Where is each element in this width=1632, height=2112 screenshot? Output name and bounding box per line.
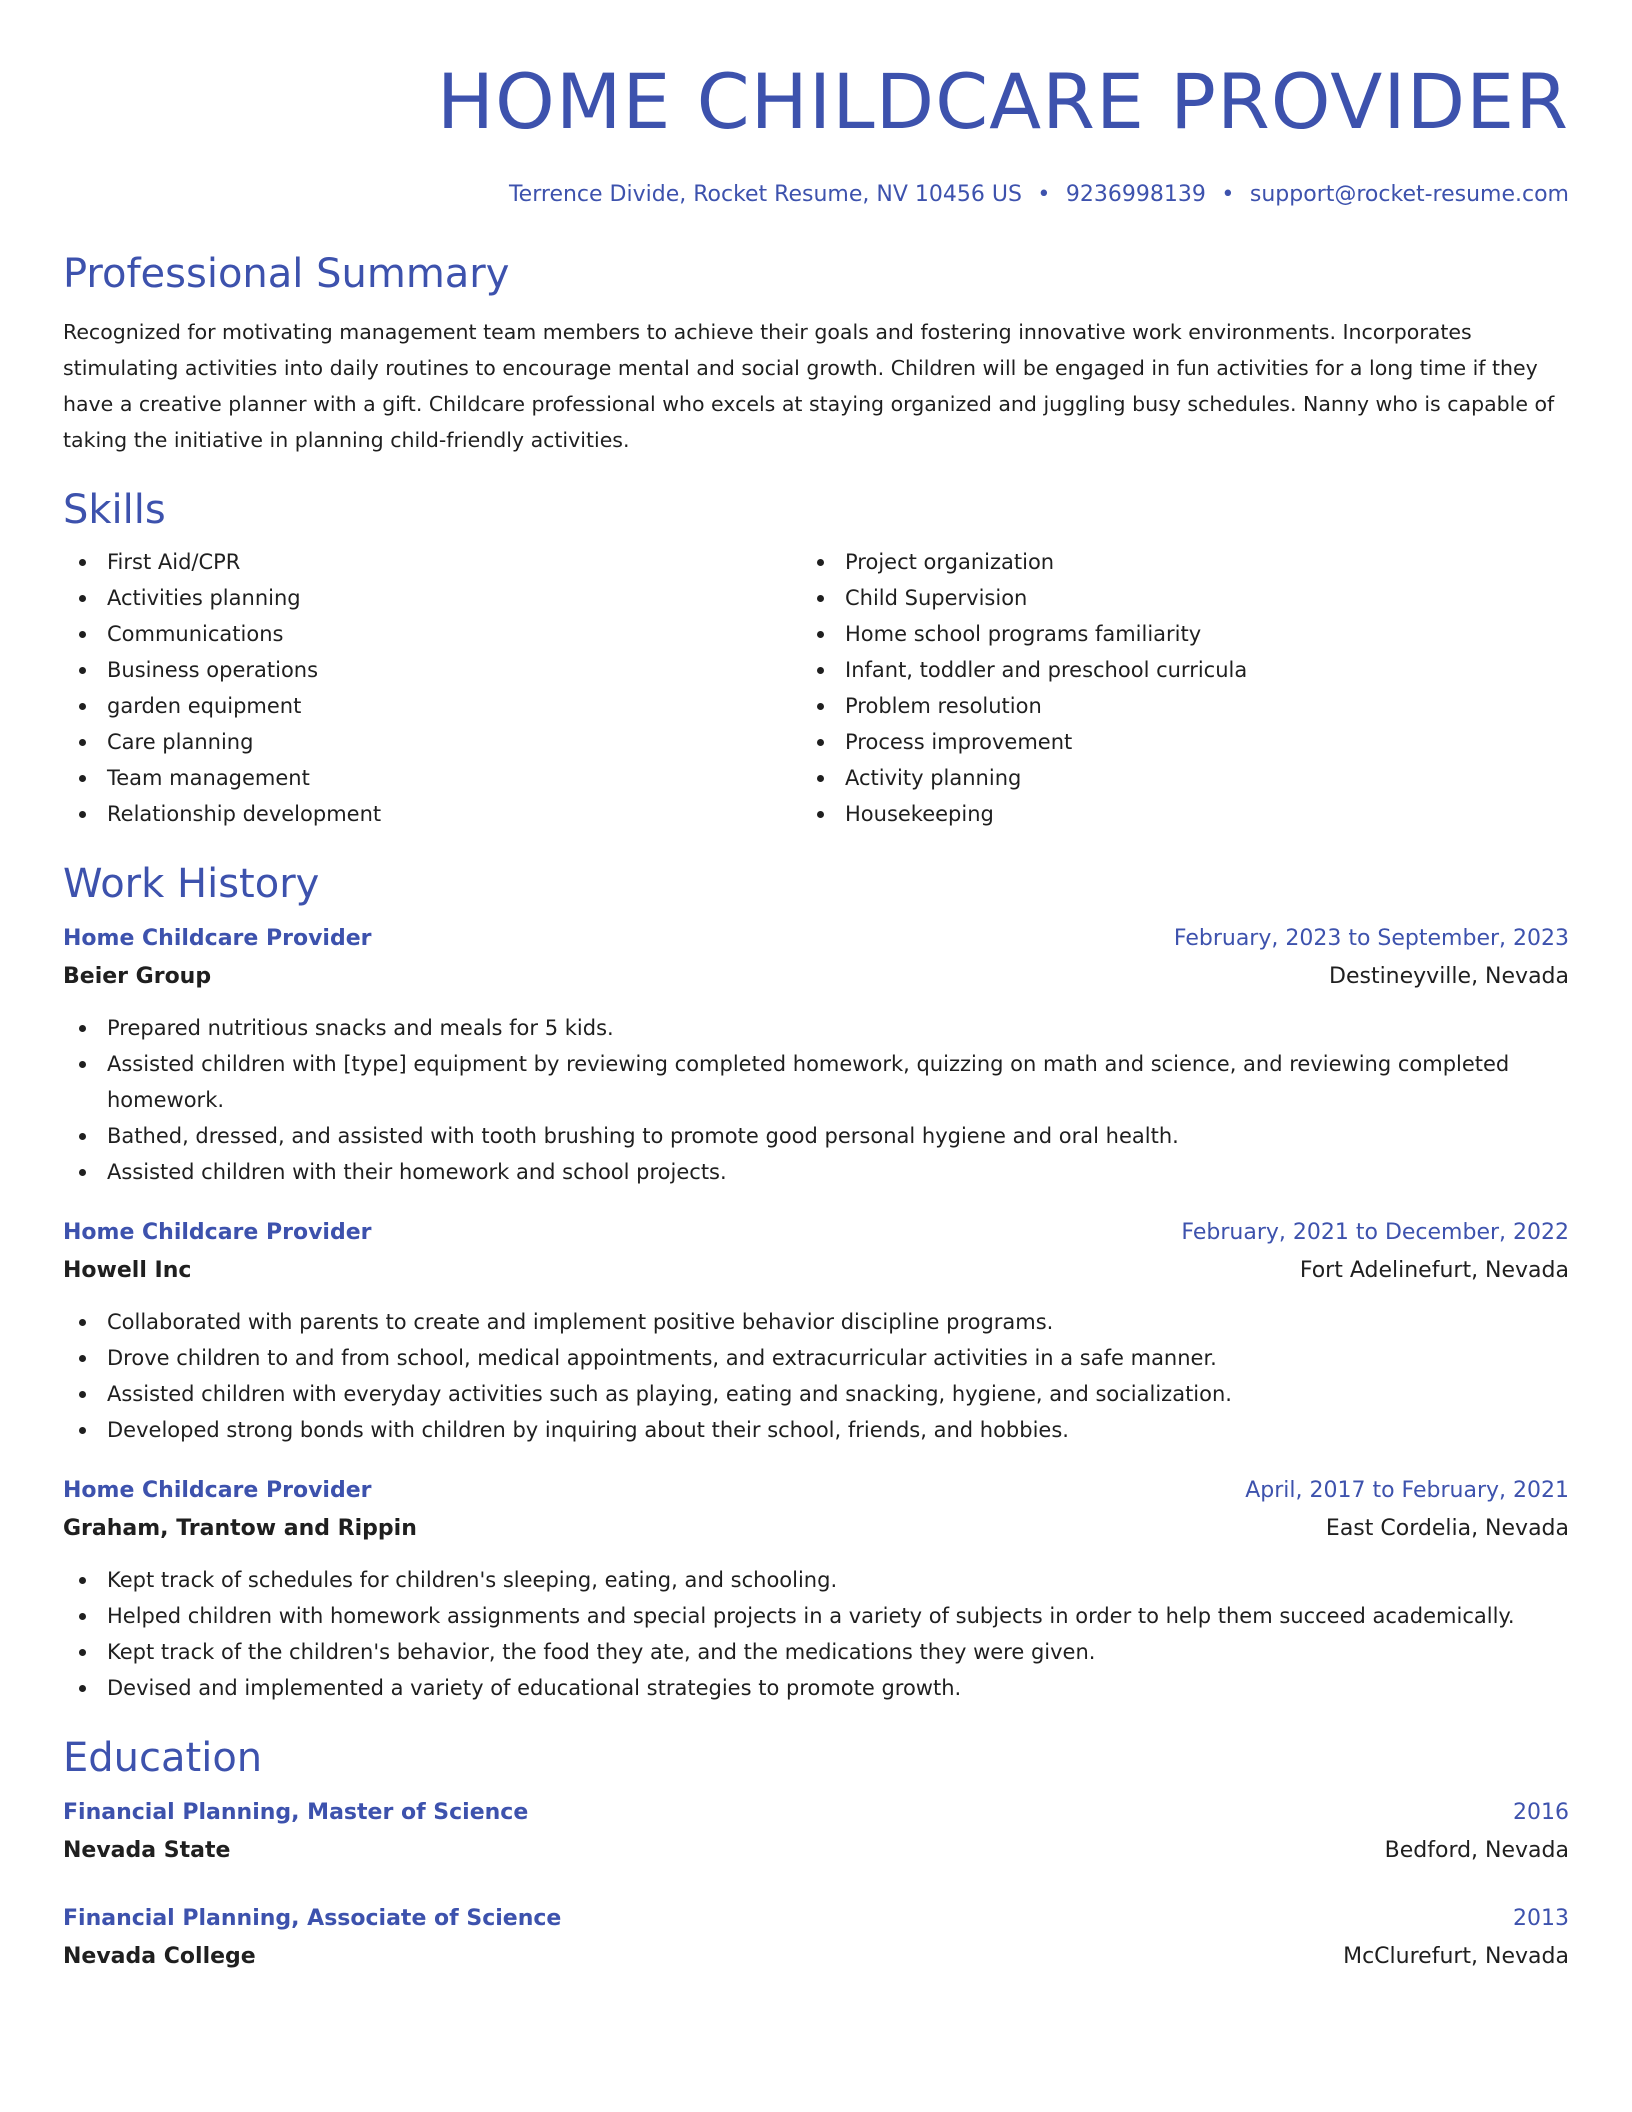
job-bullets	[63, 1304, 1569, 1448]
job-header-row	[63, 1472, 1569, 1510]
skill-item: Problem resolution	[801, 688, 1539, 724]
job-location: Fort Adelinefurt, Nevada	[1299, 1258, 1569, 1283]
summary-text: Recognized for motivating management team members to achieve their goals and fostering innovative work environments. Incorporates stimulating activities into daily routines to encourage mental and social growth. Children will be engaged in fun activities for a long time if they have a creative planner with a gift. Childcare professional who excels at staying organized and juggling busy schedules. Nanny who is capable of taking the initiative in planning child-friendly activities.	[63, 320, 1555, 452]
job-bullet: Developed strong bonds with children by inquiring about their school, friends, and hobbies.	[63, 1412, 1569, 1448]
job-company-row	[63, 1252, 1569, 1290]
skill-item: Team management	[63, 760, 801, 796]
summary-heading: Professional Summary	[63, 251, 510, 297]
contact-line	[63, 180, 1569, 210]
job-company-row	[63, 958, 1569, 996]
skills-left-column	[63, 544, 801, 832]
education-entry	[63, 1794, 1569, 1870]
work-history-heading: Work History	[63, 861, 320, 907]
skill-item: Communications	[63, 616, 801, 652]
job-location: East Cordelia, Nevada	[1325, 1516, 1569, 1541]
job-bullet: Helped children with homework assignments and special projects in a variety of subjects in order to help them succeed academically.	[63, 1598, 1569, 1634]
job-entry	[63, 920, 1569, 1190]
job-bullet: Assisted children with everyday activities such as playing, eating and snacking, hygiene, and socialization.	[63, 1376, 1569, 1412]
separator-dot: •	[1221, 182, 1235, 207]
job-entry	[63, 1214, 1569, 1448]
job-company: Graham, Trantow and Rippin	[63, 1516, 417, 1541]
skill-item: Care planning	[63, 724, 801, 760]
job-bullets	[63, 1562, 1569, 1706]
skill-item: First Aid/CPR	[63, 544, 801, 580]
education-school: Nevada State	[63, 1838, 231, 1863]
skills-right-column	[801, 544, 1539, 832]
job-header-row	[63, 920, 1569, 958]
skill-item: Business operations	[63, 652, 801, 688]
job-bullet: Drove children to and from school, medical appointments, and extracurricular activities in a safe manner.	[63, 1340, 1569, 1376]
skill-item: Process improvement	[801, 724, 1539, 760]
education-year: 2016	[1513, 1800, 1569, 1825]
skill-item: Infant, toddler and preschool curricula	[801, 652, 1539, 688]
skill-item: Project organization	[801, 544, 1539, 580]
job-entry	[63, 1472, 1569, 1706]
job-bullet: Bathed, dressed, and assisted with tooth brushing to promote good personal hygiene and oral health.	[63, 1118, 1569, 1154]
education-year: 2013	[1513, 1906, 1569, 1931]
education-heading: Education	[63, 1735, 263, 1781]
job-bullet: Devised and implemented a variety of educational strategies to promote growth.	[63, 1670, 1569, 1706]
skill-item: garden equipment	[63, 688, 801, 724]
education-school-row	[63, 1832, 1569, 1870]
contact-email[interactable]: support@rocket-resume.com	[1249, 182, 1569, 207]
job-company: Howell Inc	[63, 1258, 192, 1283]
job-location: Destineyville, Nevada	[1329, 964, 1569, 989]
skills-columns	[63, 544, 1569, 832]
education-school: Nevada College	[63, 1944, 256, 1969]
education-school-row	[63, 1938, 1569, 1976]
skills-heading: Skills	[63, 487, 166, 533]
job-header-row	[63, 1214, 1569, 1252]
job-bullets	[63, 1010, 1569, 1190]
job-bullet: Kept track of the children's behavior, the food they ate, and the medications they were given.	[63, 1634, 1569, 1670]
education-degree: Financial Planning, Master of Science	[63, 1800, 529, 1825]
skill-item: Home school programs familiarity	[801, 616, 1539, 652]
job-role: Home Childcare Provider	[63, 1220, 372, 1245]
separator-dot: •	[1037, 182, 1051, 207]
resume-title: HOME CHILDCARE PROVIDER	[436, 57, 1569, 146]
job-bullet: Prepared nutritious snacks and meals for 5 kids.	[63, 1010, 1569, 1046]
education-header-row	[63, 1794, 1569, 1832]
skill-item: Activities planning	[63, 580, 801, 616]
job-bullet: Assisted children with [type] equipment by reviewing completed homework, quizzing on math and science, and reviewing completed homework.	[63, 1046, 1569, 1118]
job-bullet: Collaborated with parents to create and implement positive behavior discipline programs.	[63, 1304, 1569, 1340]
job-company-row	[63, 1510, 1569, 1548]
education-location: McClurefurt, Nevada	[1343, 1944, 1569, 1969]
education-header-row	[63, 1900, 1569, 1938]
job-bullet: Assisted children with their homework and school projects.	[63, 1154, 1569, 1190]
job-role: Home Childcare Provider	[63, 1478, 372, 1503]
education-location: Bedford, Nevada	[1384, 1838, 1569, 1863]
job-bullet: Kept track of schedules for children's sleeping, eating, and schooling.	[63, 1562, 1569, 1598]
skill-item: Housekeeping	[801, 796, 1539, 832]
job-dates: April, 2017 to February, 2021	[1245, 1478, 1569, 1503]
contact-phone: 9236998139	[1065, 182, 1206, 207]
skill-item: Activity planning	[801, 760, 1539, 796]
job-company: Beier Group	[63, 964, 212, 989]
education-degree: Financial Planning, Associate of Science	[63, 1906, 562, 1931]
contact-address: Terrence Divide, Rocket Resume, NV 10456 US	[508, 182, 1022, 207]
education-entry	[63, 1900, 1569, 1976]
job-dates: February, 2021 to December, 2022	[1181, 1220, 1569, 1245]
job-role: Home Childcare Provider	[63, 926, 372, 951]
skill-item: Child Supervision	[801, 580, 1539, 616]
job-dates: February, 2023 to September, 2023	[1173, 926, 1569, 951]
skill-item: Relationship development	[63, 796, 801, 832]
